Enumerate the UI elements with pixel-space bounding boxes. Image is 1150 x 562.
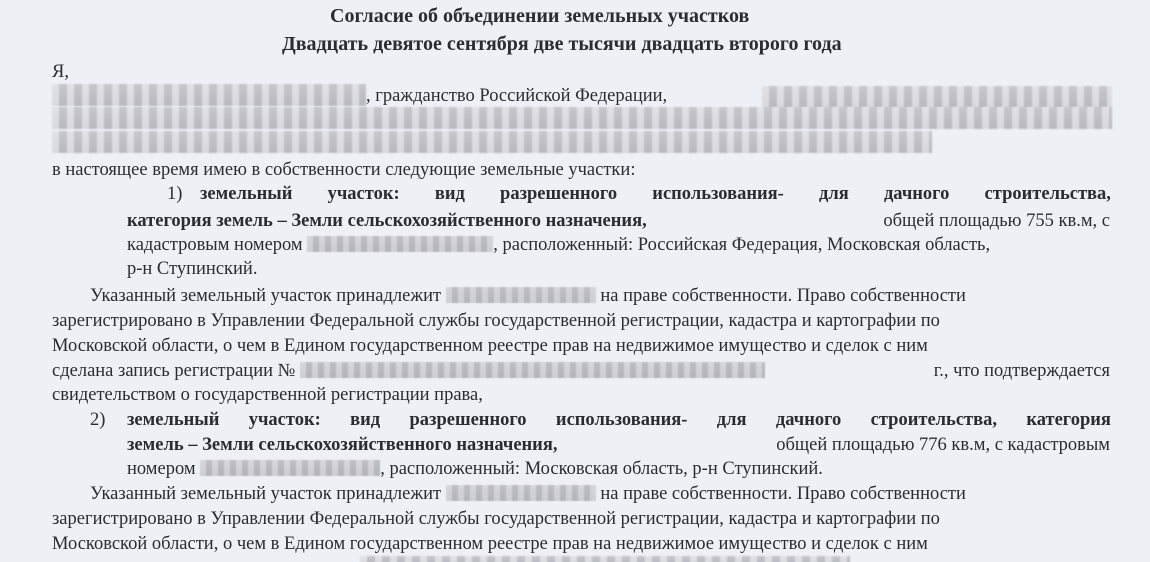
owner2-line3: Московской области, о чем в Едином государственном реестре прав на недвижимое имущество и сделок с ним bbox=[52, 534, 928, 554]
plot2-line2-bold: земель – Земли сельскохозяйственного назначения, bbox=[127, 435, 558, 455]
document-title: Согласие об объединении земельных участков bbox=[330, 5, 750, 27]
redacted-owner bbox=[446, 485, 596, 501]
owner1-line4: сделана запись регистрации № bbox=[52, 359, 765, 383]
plot1-number: 1) bbox=[167, 184, 183, 204]
cut-off-line bbox=[360, 556, 850, 562]
redacted-cadastral bbox=[200, 460, 380, 476]
owner2-line1: Указанный земельный участок принадлежит на праве собственности. Право собственности bbox=[90, 484, 966, 504]
owner1-line1: Указанный земельный участок принадлежит на праве собственности. Право собственности bbox=[90, 286, 966, 306]
plot2-line2-rest: общей площадью 776 кв.м, с кадастровым bbox=[776, 435, 1110, 455]
owner1-line3: Московской области, о чем в Едином государственном реестре прав на недвижимое имущество и сделок с ним bbox=[52, 336, 928, 356]
redacted-line bbox=[52, 131, 932, 153]
owner1-line2: зарегистрировано в Управлении Федеральной службы государственной регистрации, кадастра и картографии по bbox=[52, 311, 940, 331]
plot1-line2-rest: общей площадью 755 кв.м, с bbox=[883, 211, 1110, 231]
plot1-line1: земельный участок: вид разрешенного использования- для дачного строительства, bbox=[200, 184, 1111, 204]
plot2-line3: номером , расположенный: Московская область, р-н Ступинский. bbox=[127, 459, 823, 479]
redacted-owner bbox=[446, 287, 596, 303]
plot1-line2-bold: категория земель – Земли сельскохозяйственного назначения, bbox=[127, 211, 647, 231]
citizenship-text: , гражданство Российской Федерации, bbox=[366, 86, 668, 106]
redacted-line bbox=[52, 107, 1112, 129]
redacted-name bbox=[52, 84, 366, 106]
ownership-intro: в настоящее время имею в собственности следующие земельные участки: bbox=[52, 160, 636, 180]
opening-text: Я, bbox=[52, 62, 69, 82]
redacted-registration bbox=[300, 362, 765, 378]
plot1-line4: р-н Ступинский. bbox=[127, 259, 258, 279]
plot2-line1: земельный участок: вид разрешенного использования- для дачного строительства, категория bbox=[127, 410, 1111, 430]
plot1-line3: кадастровым номером , расположенный: Российская Федерация, Московская область, bbox=[127, 235, 991, 255]
owner1-line4-end: г., что подтверждается bbox=[933, 361, 1110, 381]
document-date: Двадцать девятое сентября две тысячи двадцать второго года bbox=[282, 33, 842, 55]
owner2-line2: зарегистрировано в Управлении Федеральной службы государственной регистрации, кадастра и картографии по bbox=[52, 509, 940, 529]
plot2-number: 2) bbox=[90, 410, 106, 430]
redacted-address bbox=[762, 86, 1112, 108]
owner1-line5: свидетельством о государственной регистрации права, bbox=[52, 385, 483, 405]
redacted-cadastral bbox=[307, 236, 493, 252]
